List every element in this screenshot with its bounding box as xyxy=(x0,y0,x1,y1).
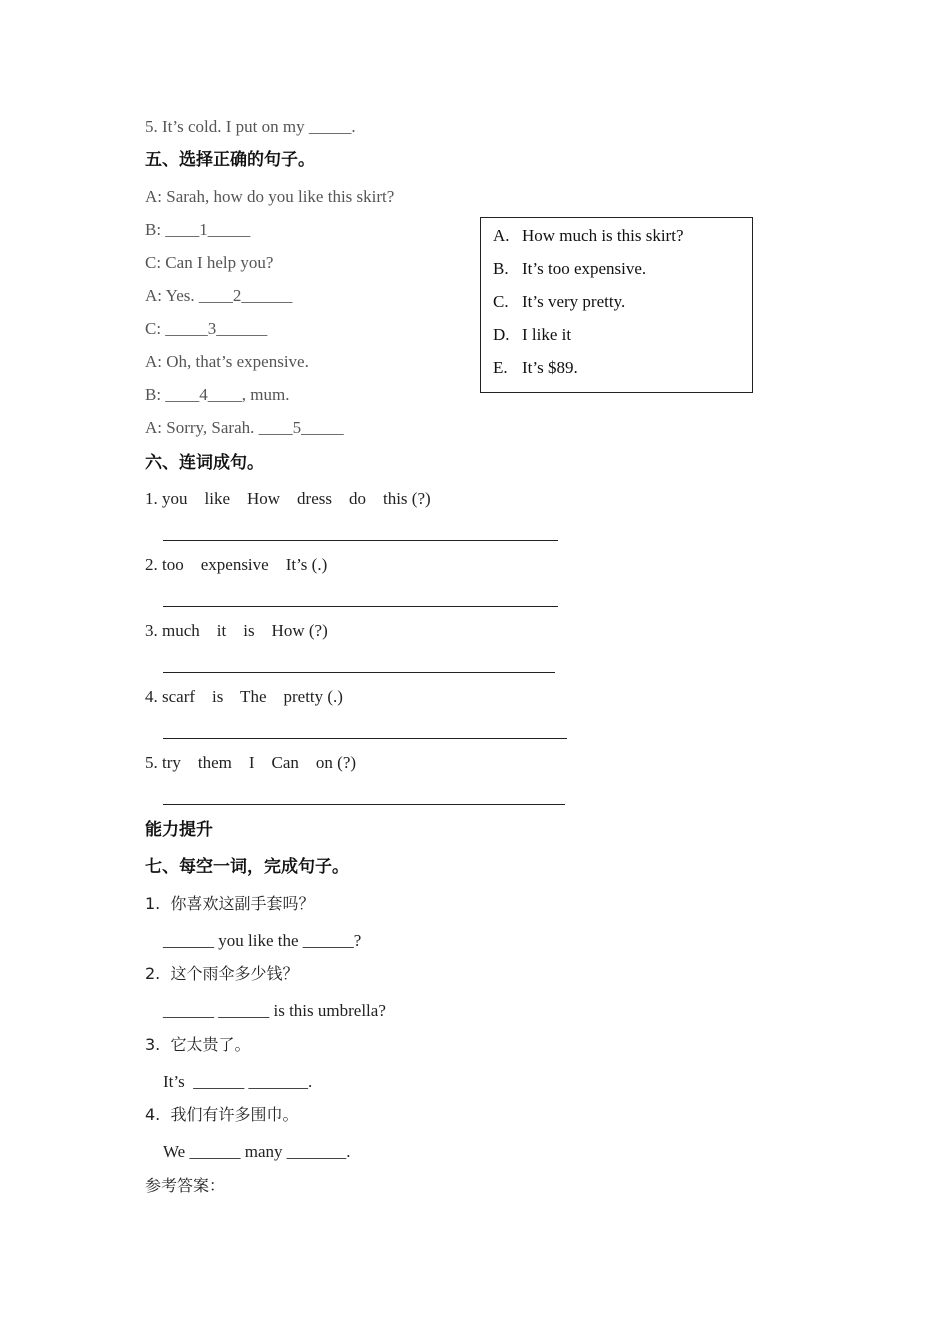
scramble-item: 2. too expensive It’s (.) xyxy=(145,555,328,574)
fill-blank-answer: ______ you like the ______? xyxy=(163,931,362,950)
dialogue-line: C: _____3______ xyxy=(145,319,268,338)
option-d: D. I like it xyxy=(493,325,572,344)
scramble-item: 4. scarf is The pretty (.) xyxy=(145,687,343,706)
translation-prompt: 3. 它太贵了。 xyxy=(145,1035,251,1054)
fill-blank-answer: ______ ______ is this umbrella? xyxy=(163,1001,386,1020)
dialogue-line: B: ____1_____ xyxy=(145,220,251,239)
scramble-item: 3. much it is How (?) xyxy=(145,621,328,640)
answers-label: 参考答案： xyxy=(145,1176,226,1195)
dialogue-line: B: ____4____, mum. xyxy=(145,385,290,404)
option-a: A. How much is this skirt? xyxy=(493,226,684,245)
translation-prompt: 2. 这个雨伞多少钱？ xyxy=(145,964,299,983)
dialogue-line: A: Sarah, how do you like this skirt? xyxy=(145,187,395,206)
fill-blank-answer: It’s ______ _______. xyxy=(163,1072,313,1091)
answer-line xyxy=(163,738,567,739)
dialogue-line: C: Can I help you? xyxy=(145,253,274,272)
fill-blank-answer: We ______ many _______. xyxy=(163,1142,351,1161)
scramble-item: 1. you like How dress do this (?) xyxy=(145,489,431,508)
answer-line xyxy=(163,672,555,673)
dialogue-line: A: Sorry, Sarah. ____5_____ xyxy=(145,418,344,437)
dialogue-line: A: Oh, that’s expensive. xyxy=(145,352,309,371)
section-5-title: 五、选择正确的句子。 xyxy=(145,150,315,170)
option-e: E. It’s $89. xyxy=(493,358,578,377)
options-box xyxy=(480,217,753,393)
ability-heading: 能力提升 xyxy=(145,820,213,840)
translation-prompt: 4. 我们有许多围巾。 xyxy=(145,1105,299,1124)
scramble-item: 5. try them I Can on (?) xyxy=(145,753,357,772)
translation-prompt: 1. 你喜欢这副手套吗？ xyxy=(145,894,315,913)
exercise-item-5: 5. It’s cold. I put on my _____. xyxy=(145,117,356,136)
section-7-title: 七、每空一词，完成句子。 xyxy=(145,857,349,877)
answer-line xyxy=(163,540,558,541)
dialogue-line: A: Yes. ____2______ xyxy=(145,286,293,305)
section-6-title: 六、连词成句。 xyxy=(145,453,264,473)
answer-line xyxy=(163,804,565,805)
answer-line xyxy=(163,606,558,607)
option-b: B. It’s too expensive. xyxy=(493,259,647,278)
option-c: C. It’s very pretty. xyxy=(493,292,626,311)
